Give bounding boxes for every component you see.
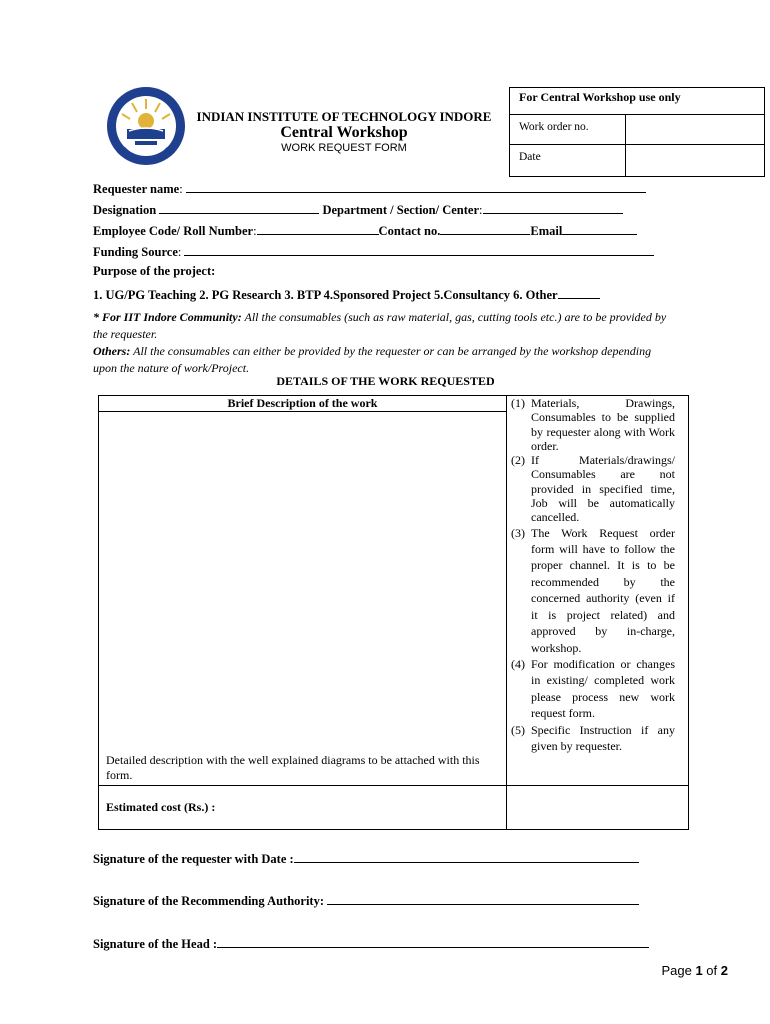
instruction-text: Specific Instruction if any given by requester.	[531, 722, 675, 753]
office-use-box	[509, 87, 765, 177]
institute-logo	[105, 85, 187, 167]
work-order-label: Work order no.	[519, 121, 589, 133]
detail-note: Detailed description with the well explained diagrams to be attached with this form.	[106, 753, 480, 782]
purpose-other-field[interactable]	[558, 286, 600, 299]
requester-name-field[interactable]	[186, 180, 646, 193]
employee-row: Employee Code/ Roll Number: Contact no. Email	[93, 222, 637, 239]
department-label: Department / Section/ Center	[322, 203, 480, 217]
requester-signature-row	[93, 850, 639, 867]
details-title: DETAILS OF THE WORK REQUESTED	[276, 374, 495, 388]
instruction-item	[511, 453, 675, 524]
of-word: of	[702, 963, 721, 978]
instruction-item	[511, 722, 675, 755]
email-field[interactable]	[562, 222, 637, 235]
date-row	[510, 145, 764, 176]
department-title: Central Workshop	[280, 124, 408, 141]
table-header-divider	[99, 411, 506, 412]
instruction-text: Materials, Drawings, Consumables to be supplied by requester along with Work order.	[531, 396, 675, 453]
head-signature-label: Signature of the Head :	[93, 937, 218, 951]
others-text: All the consumables can either be provided by the requester or can be arranged by the workshop depending upon the nature of work/Project.	[93, 344, 652, 375]
others-label: Others:	[93, 344, 131, 358]
purpose-options-row	[93, 286, 600, 303]
recommending-signature-label: Signature of the Recommending Authority:	[93, 894, 328, 908]
page-word: Page	[661, 963, 696, 978]
funding-source-field[interactable]	[184, 243, 654, 256]
requester-name-label: Requester name	[93, 182, 180, 196]
recommending-signature-row	[93, 892, 639, 909]
instruction-text: For modification or changes in existing/ completed work please process new work request form.	[531, 656, 675, 721]
page-indicator	[661, 963, 728, 978]
contact-label: Contact no.	[378, 224, 441, 238]
purpose-options: 1. UG/PG Teaching 2. PG Research 3. BTP 4.Sponsored Project 5.Consultancy 6. Other	[93, 288, 558, 302]
instruction-item	[511, 396, 675, 453]
department-field[interactable]	[483, 201, 623, 214]
funding-row: Funding Source:	[93, 243, 654, 260]
requester-signature-field[interactable]	[294, 850, 639, 863]
instruction-text: If Materials/drawings/ Consumables are not provided in specified time, Job will be automatically cancelled.	[531, 453, 675, 525]
email-label: Email	[530, 224, 563, 238]
estimated-cost-label: Estimated cost (Rs.) :	[106, 800, 216, 814]
designation-row: Designation Department / Section/ Center:	[93, 201, 623, 218]
instruction-item	[511, 656, 675, 722]
purpose-label: Purpose of the project:	[93, 264, 216, 278]
table-cost-divider	[99, 785, 688, 786]
logo-emblem-icon	[105, 85, 187, 167]
instruction-text: The Work Request order form will have to follow the proper channel. It is to be recommended by the concerned authority (even if it is project related) and approved by in-charge, workshop.	[531, 525, 675, 655]
estimated-cost-field[interactable]	[508, 787, 686, 827]
brief-description-header: Brief Description of the work	[227, 396, 378, 410]
instruction-number: (3)	[511, 525, 525, 540]
instructions-list	[511, 396, 675, 754]
instruction-item	[511, 525, 675, 656]
purpose-notes	[93, 309, 678, 377]
head-signature-field[interactable]	[217, 935, 649, 948]
institute-name: INDIAN INSTITUTE OF TECHNOLOGY INDORE	[196, 109, 492, 124]
work-details-table	[98, 395, 689, 830]
page-number: 1	[695, 963, 703, 978]
employee-code-label: Employee Code/ Roll Number	[93, 224, 254, 238]
contact-field[interactable]	[440, 222, 530, 235]
requester-signature-label: Signature of the requester with Date :	[93, 852, 294, 866]
head-signature-row	[93, 935, 649, 952]
requester-name-row: Requester name:	[93, 180, 646, 197]
page-total: 2	[720, 963, 728, 978]
table-column-divider	[506, 396, 507, 829]
office-use-title: For Central Workshop use only	[510, 88, 764, 115]
iit-community-text: All the consumables (such as raw material, gas, cutting tools etc.) are to be provided by the requester.	[93, 310, 667, 341]
employee-code-field[interactable]	[257, 222, 379, 235]
date-label: Date	[519, 151, 541, 163]
brief-description-area[interactable]	[101, 414, 504, 749]
designation-field[interactable]	[159, 201, 319, 214]
iit-community-label: * For IIT Indore Community:	[93, 310, 242, 324]
office-box-divider	[625, 115, 626, 176]
designation-label: Designation	[93, 203, 157, 217]
funding-source-label: Funding Source	[93, 245, 178, 259]
instruction-number: (1)	[511, 396, 525, 410]
instruction-number: (2)	[511, 453, 525, 468]
work-order-row	[510, 115, 764, 145]
recommending-signature-field[interactable]	[327, 892, 639, 905]
instruction-number: (4)	[511, 656, 525, 671]
form-title: WORK REQUEST FORM	[281, 142, 407, 154]
instruction-number: (5)	[511, 722, 525, 737]
